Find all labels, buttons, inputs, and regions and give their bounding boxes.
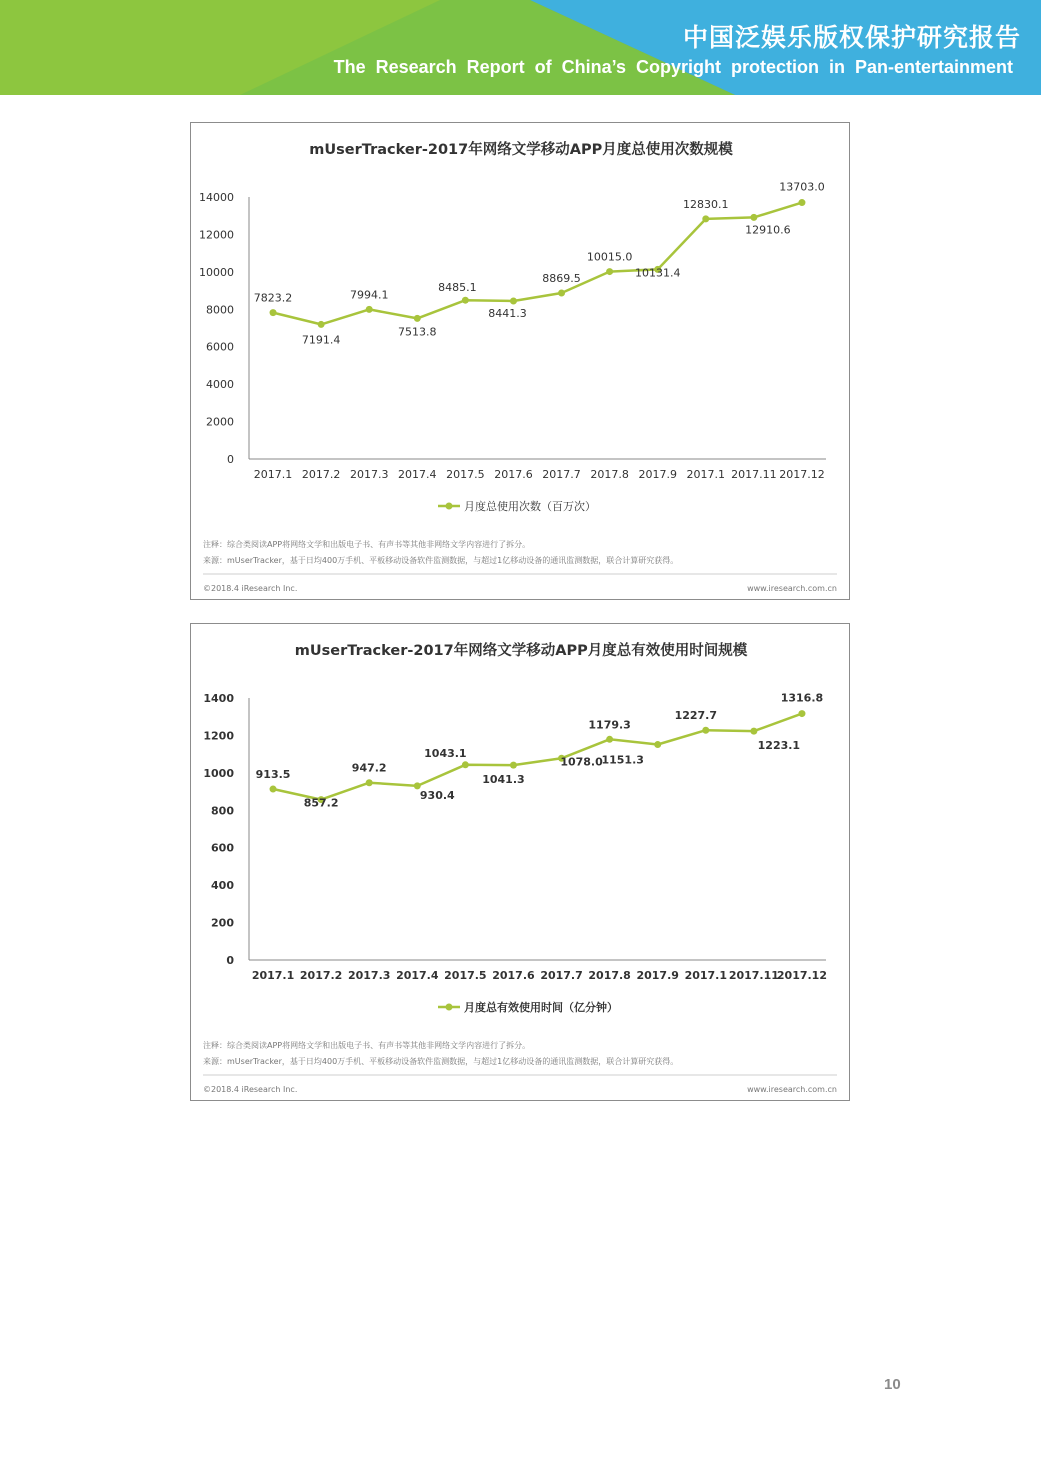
data-point [606,736,613,743]
x-tick-label: 2017.9 [636,969,679,982]
data-label: 1316.8 [780,691,824,705]
x-tick-label: 2017.11 [728,969,779,982]
y-tick-label: 0 [227,453,234,466]
data-label: 1151.3 [601,753,644,767]
x-tick-label: 2017.12 [776,969,828,982]
chart-source: 来源：mUserTracker，基于日均400万手机、平板移动设备软件监测数据，与超过1亿移动设备的通讯监测数据，联合计算研究获得。 [203,556,679,565]
y-tick-label: 1000 [203,766,234,780]
x-tick-label: 2017.12 [779,468,825,481]
data-label: 12830.1 [683,197,729,211]
y-tick-label: 800 [211,804,234,818]
data-label: 1041.3 [482,773,525,787]
x-tick-label: 2017.1 [684,969,728,982]
x-tick-label: 2017.3 [347,969,391,982]
data-point [798,199,805,206]
data-label: 12910.6 [745,223,791,237]
usage-time-chart [191,624,851,1102]
legend-label: 月度总使用次数（百万次） [464,500,596,513]
legend-swatch-marker [446,503,453,510]
x-tick-label: 2017.5 [446,468,485,481]
chart-panel-usage-time [190,623,850,1101]
y-tick-label: 1400 [203,692,234,705]
data-label: 1078.0 [560,755,603,769]
x-tick-label: 2017.1 [253,468,293,481]
data-label: 1223.1 [757,739,801,753]
x-tick-label: 2017.6 [492,969,535,982]
chart-note: 注释：综合类阅读APP将网络文学和出版电子书、有声书等其他非网络文学内容进行了拆分。 [203,540,531,549]
report-subtitle: The Research Report of China’s Copyright protection in Pan-entertainment [333,57,1013,77]
data-label: 7823.2 [253,291,293,305]
x-tick-label: 2017.6 [494,468,533,481]
y-tick-label: 6000 [206,340,234,354]
copyright-text: ©2018.4 iResearch Inc. [203,584,298,593]
website-text: www.iresearch.com.cn [747,584,837,593]
chart-source: 来源：mUserTracker，基于日均400万手机、平板移动设备软件监测数据，与超过1亿移动设备的通讯监测数据，联合计算研究获得。 [203,1057,679,1066]
chart-title: mUserTracker-2017年网络文学移动APP月度总使用次数规模 [309,142,733,158]
data-label: 7994.1 [349,288,389,302]
copyright-text: ©2018.4 iResearch Inc. [203,1085,298,1094]
y-tick-label: 14000 [199,191,234,204]
data-label: 7513.8 [398,325,437,339]
x-tick-label: 2017.11 [731,468,777,481]
x-tick-label: 2017.4 [396,969,439,982]
chart-panel-usage-count [190,122,850,600]
data-label: 8869.5 [542,272,581,286]
data-label: 7191.4 [301,333,341,347]
data-label: 1179.3 [588,718,631,732]
y-tick-label: 12000 [199,228,234,242]
x-tick-label: 2017.1 [686,468,726,481]
data-point [414,315,421,322]
y-tick-label: 0 [226,954,234,967]
data-point [510,762,517,769]
data-point [462,761,469,768]
y-tick-label: 4000 [206,378,234,392]
chart-title: mUserTracker-2017年网络文学移动APP月度总有效使用时间规模 [294,643,748,659]
report-title: 中国泛娱乐版权保护研究报告 [682,23,1021,52]
series-line [273,714,802,800]
legend-swatch-marker [446,1004,453,1011]
y-tick-label: 600 [211,841,234,855]
x-tick-label: 2017.2 [301,468,341,481]
x-tick-label: 2017.3 [349,468,389,481]
data-point [510,298,517,305]
data-label: 857.2 [303,796,339,810]
data-label: 8485.1 [438,281,477,295]
data-point [366,306,373,313]
data-point [750,728,757,735]
page-number: 10 [884,1376,901,1393]
data-label: 8441.3 [488,307,527,321]
data-point [750,214,757,221]
x-tick-label: 2017.2 [299,969,343,982]
data-label: 930.4 [419,788,455,802]
data-point [798,710,805,717]
data-label: 13703.0 [779,180,825,194]
data-label: 1227.7 [674,709,718,723]
data-point [462,297,469,304]
data-point [606,268,613,275]
y-tick-label: 8000 [206,303,234,317]
data-point [270,309,277,316]
x-tick-label: 2017.9 [638,468,677,481]
legend-label: 月度总有效使用时间（亿分钟） [464,1001,618,1014]
data-point [702,215,709,222]
data-label: 947.2 [351,761,387,775]
data-point [270,786,277,793]
data-point [318,321,325,328]
data-point [366,779,373,786]
y-tick-label: 10000 [199,265,234,279]
x-tick-label: 2017.8 [588,969,631,982]
x-tick-label: 2017.7 [540,969,583,982]
data-point [558,290,565,297]
y-tick-label: 200 [211,916,234,930]
data-label: 913.5 [255,768,291,782]
data-label: 10015.0 [586,250,633,264]
data-point [702,727,709,734]
y-tick-label: 400 [211,879,234,893]
website-text: www.iresearch.com.cn [747,1085,837,1094]
data-label: 1043.1 [424,746,467,760]
data-label: 10131.4 [634,266,681,280]
y-tick-label: 2000 [206,415,234,429]
x-tick-label: 2017.1 [251,969,295,982]
x-tick-label: 2017.5 [444,969,487,982]
usage-count-chart [191,123,851,601]
x-tick-label: 2017.4 [398,468,437,481]
chart-note: 注释：综合类阅读APP将网络文学和出版电子书、有声书等其他非网络文学内容进行了拆分。 [203,1041,531,1050]
x-tick-label: 2017.7 [542,468,581,481]
series-line [273,203,802,325]
data-point [654,741,661,748]
y-tick-label: 1200 [203,729,234,743]
x-tick-label: 2017.8 [590,468,629,481]
